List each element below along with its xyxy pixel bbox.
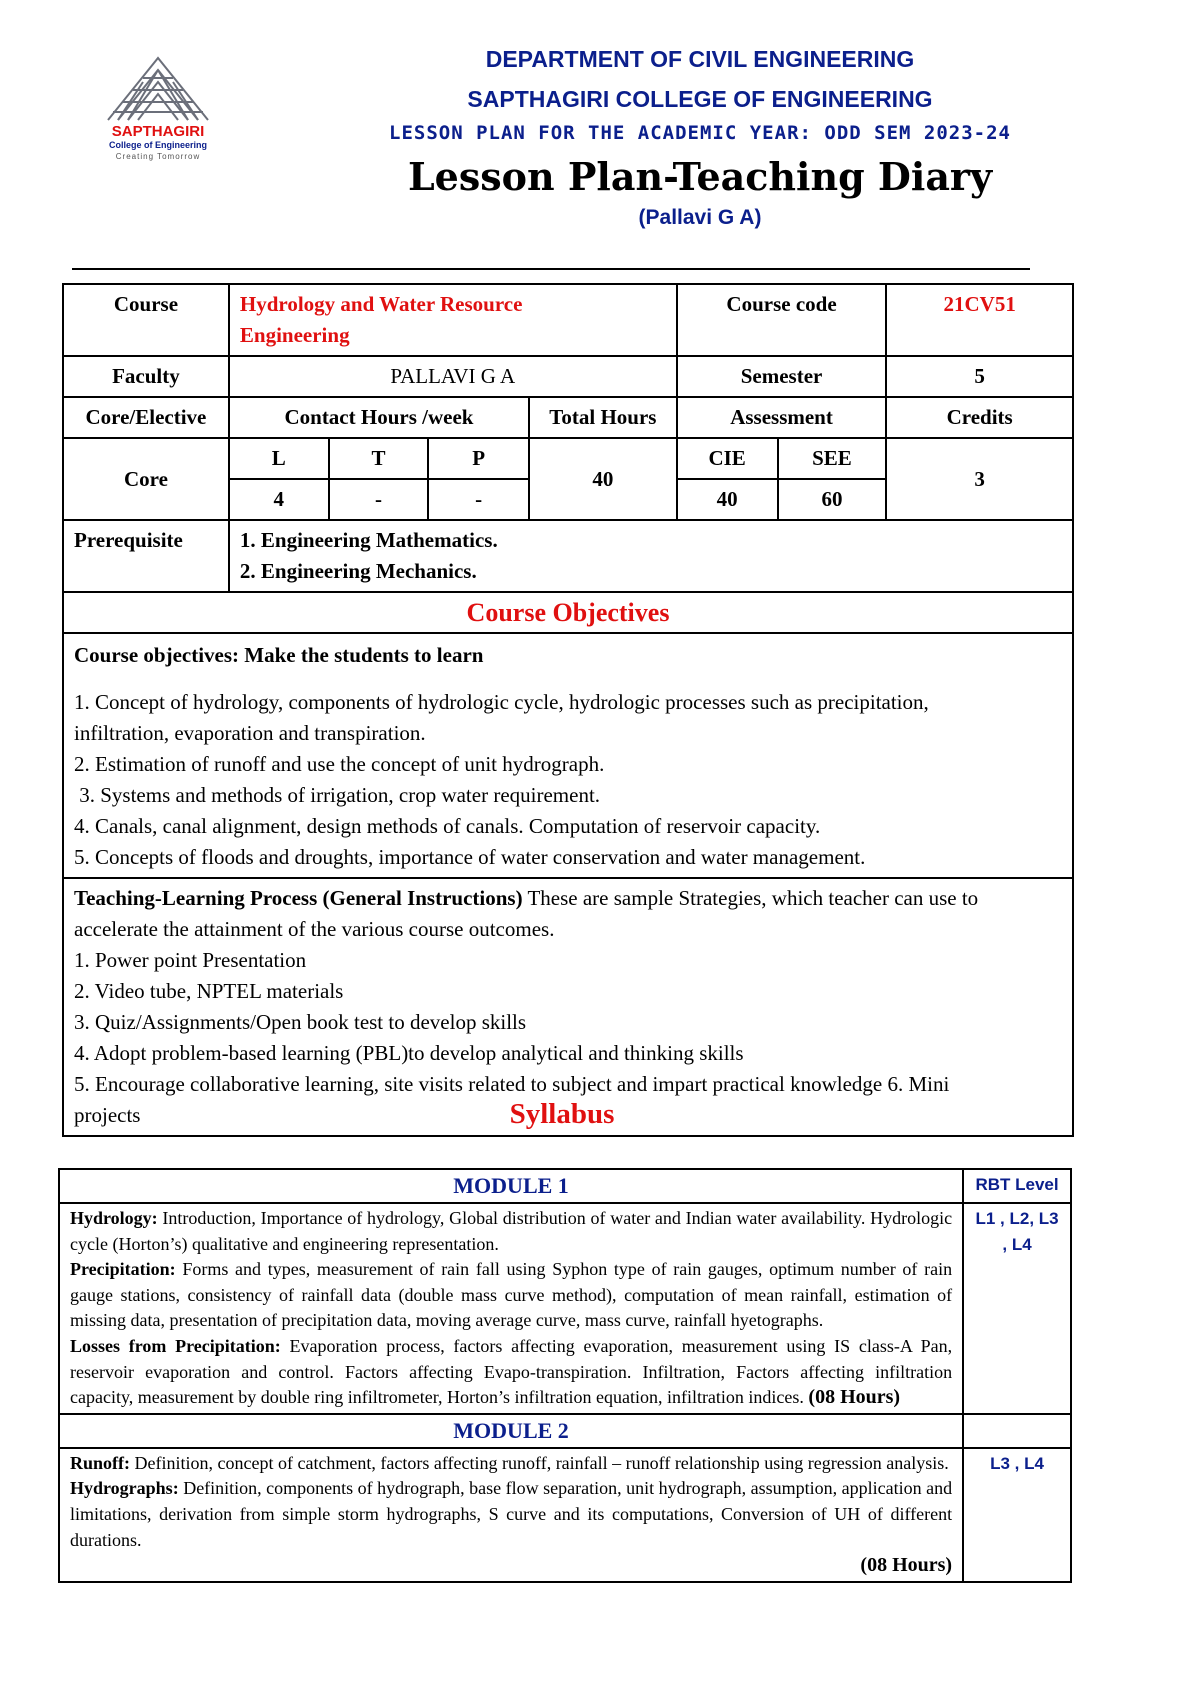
- lesson-plan-year: LESSON PLAN FOR THE ACADEMIC YEAR: ODD SEM 2023-24: [389, 122, 1011, 144]
- objective-item: infiltration, evaporation and transpiration.: [74, 721, 426, 745]
- course-type: Core: [63, 438, 229, 520]
- p-label: P: [428, 438, 529, 479]
- teaching-item: 4. Adopt problem-based learning (PBL)to develop analytical and thinking skills: [74, 1041, 744, 1065]
- prerequisite-label: Prerequisite: [63, 520, 229, 592]
- module-2-hours: (08 Hours): [860, 1554, 953, 1577]
- objective-item: 3. Systems and methods of irrigation, crop water requirement.: [74, 783, 601, 807]
- credits-label: Credits: [886, 397, 1073, 438]
- logo-text: SAPTHAGIRI: [111, 123, 205, 140]
- l-label: L: [229, 438, 329, 479]
- syllabus-table: [58, 1168, 1072, 1583]
- divider: [72, 268, 1030, 270]
- syllabus-title: Syllabus: [509, 1098, 615, 1130]
- credits-value: 3: [886, 438, 1073, 520]
- objectives-intro: Course objectives: Make the students to learn: [74, 643, 484, 667]
- contact-hours-label: Contact Hours /week: [229, 397, 529, 438]
- objective-item: 1. Concept of hydrology, components of hydrologic cycle, hydrologic processes such as precipitation,: [74, 690, 929, 714]
- teaching-item: 2. Video tube, NPTEL materials: [74, 979, 344, 1003]
- empty-cell: [963, 1414, 1071, 1448]
- cie-label: CIE: [677, 438, 778, 479]
- teaching-item: projects: [74, 1103, 141, 1127]
- college-heading: SAPTHAGIRI COLLEGE OF ENGINEERING: [467, 86, 933, 112]
- see-label: SEE: [778, 438, 887, 479]
- objective-item: 5. Concepts of floods and droughts, importance of water conservation and water management.: [74, 845, 866, 869]
- t-label: T: [329, 438, 429, 479]
- t-value: -: [329, 479, 429, 520]
- teaching-item: 5. Encourage collaborative learning, site visits related to subject and impart practical knowledge 6. Mini: [74, 1072, 950, 1096]
- teaching-process-body: Teaching-Learning Process (General Instructions) These are sample Strategies, which teacher can use to accelerate the attainment of the various course outcomes. 1. Power point Presentation 2. Video tube, NPTEL materials 3. Quiz/Assignments/Open book test to develop skills 4. Adopt problem-based learning (PBL)to develop analytical and thinking skills 5. Encourage collaborative learning, site visits related to subject and impart practical knowledge 6. Mini projects: [63, 878, 1073, 1136]
- course-name: Hydrology and Water Resource Engineering: [229, 284, 677, 356]
- faculty-label: Faculty: [63, 356, 229, 397]
- svg-text:College of Engineering: College of Engineering: [108, 140, 208, 150]
- objectives-body: [63, 633, 1073, 878]
- svg-text:Creating Tomorrow: Creating Tomorrow: [115, 152, 201, 161]
- semester-value: 5: [886, 356, 1073, 397]
- see-value: 60: [778, 479, 887, 520]
- objectives-title: Course Objectives: [63, 592, 1073, 633]
- page-title: Lesson Plan-Teaching Diary: [407, 154, 993, 199]
- module-2-rbt: L3 , L4: [963, 1448, 1071, 1582]
- module-1-content: Hydrology: Introduction, Importance of hydrology, Global distribution of water and Indian water availability. Hydrologic cycle (Horton’s) qualitative and engineering representation. Precipitation: Forms and types, measurement of rain fall using Syphon type of rain gauges, optimum number of rain gauge stations, consistency of rainfall data (double mass curve method), computation of mean rainfall, estimation of missing data, presentation of precipitation data, moving average curve, mass curve, rainfall hyetographs. Losses from Precipitation: Evaporation process, factors affecting evaporation, measurement using IS class-A Pan, reservoir evaporation and control. Factors affecting Evapo-transpiration. Infiltration, Factors affecting infiltration capacity, measurement by double ring infiltrometer, Horton’s infiltration equation, infiltration indices. (08 Hours): [59, 1203, 963, 1414]
- l-value: 4: [229, 479, 329, 520]
- p-value: -: [428, 479, 529, 520]
- objective-item: 4. Canals, canal alignment, design methods of canals. Computation of reservoir capacity.: [74, 814, 821, 838]
- course-label: Course: [63, 284, 229, 356]
- prerequisite-list: 1. Engineering Mathematics. 2. Engineering Mechanics.: [229, 520, 1073, 592]
- course-code-label: Course code: [677, 284, 887, 356]
- core-elective-label: Core/Elective: [63, 397, 229, 438]
- module-1-rbt: L1 , L2, L3 , L4: [963, 1203, 1071, 1414]
- teaching-item: 1. Power point Presentation: [74, 948, 307, 972]
- course-code: 21CV51: [886, 284, 1073, 356]
- total-hours-label: Total Hours: [529, 397, 677, 438]
- course-table: [62, 283, 1074, 1137]
- teaching-item: 3. Quiz/Assignments/Open book test to develop skills: [74, 1010, 527, 1034]
- module-2-content: Runoff: Definition, concept of catchment, factors affecting runoff, rainfall – runoff relationship using regression analysis. Hydrographs: Definition, components of hydrograph, base flow separation, unit hydrograph, assumption, application and limitations, derivation from simple storm hydrographs, S curve and its computations, Conversion of UH of different durations. (08 Hours): [59, 1448, 963, 1582]
- faculty-name: PALLAVI G A: [229, 356, 677, 397]
- department-heading: DEPARTMENT OF CIVIL ENGINEERING: [485, 46, 915, 72]
- total-hours: 40: [529, 438, 677, 520]
- rbt-level-label: RBT Level: [963, 1169, 1071, 1203]
- module-1-hours: (08 Hours): [808, 1386, 901, 1409]
- module-2-title: MODULE 2: [59, 1414, 963, 1448]
- objective-item: 2. Estimation of runoff and use the concept of unit hydrograph.: [74, 752, 605, 776]
- author: (Pallavi G A): [638, 206, 762, 229]
- cie-value: 40: [677, 479, 778, 520]
- module-1-title: MODULE 1: [59, 1169, 963, 1203]
- assessment-label: Assessment: [677, 397, 887, 438]
- semester-label: Semester: [677, 356, 887, 397]
